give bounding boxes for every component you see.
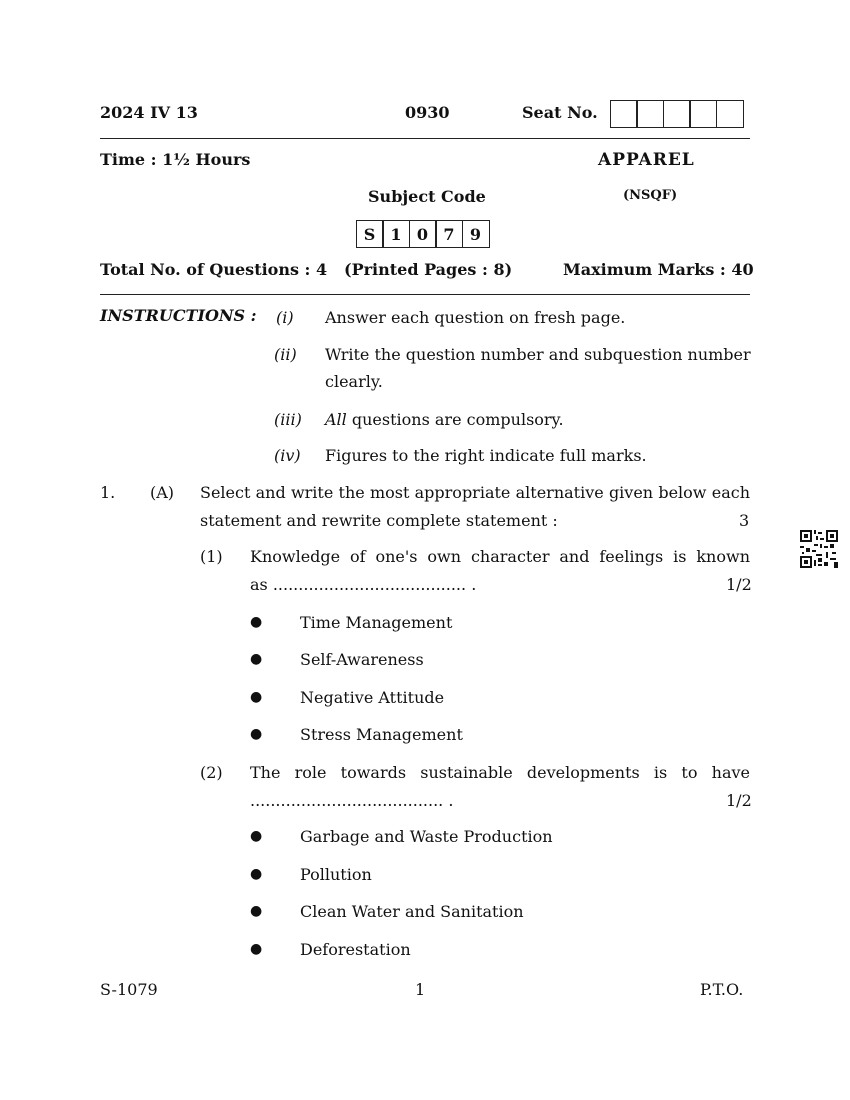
nsqf-label: (NSQF) bbox=[623, 188, 678, 203]
subquestion-number: (1) bbox=[200, 547, 223, 566]
option-item: Stress Management bbox=[300, 725, 463, 744]
subject-code-digit: 9 bbox=[462, 220, 490, 248]
instruction-text-rest: questions are compulsory. bbox=[346, 410, 564, 429]
instruction-emphasis: All bbox=[325, 410, 347, 429]
printed-pages: (Printed Pages : 8) bbox=[344, 260, 513, 279]
bullet-icon: ● bbox=[250, 941, 263, 957]
option-item: Clean Water and Sanitation bbox=[300, 902, 524, 921]
instruction-text: Answer each question on fresh page. bbox=[325, 308, 626, 327]
header-divider bbox=[100, 138, 750, 139]
seat-box bbox=[689, 100, 717, 128]
subquestion-text: The role towards sustainable developments is to have bbox=[250, 763, 750, 782]
seat-number-boxes bbox=[611, 100, 744, 128]
subject-code-digit: S bbox=[356, 220, 384, 248]
page-number: 1 bbox=[415, 980, 426, 999]
subquestion-blank: ...................................... . bbox=[250, 791, 454, 810]
option-item: Garbage and Waste Production bbox=[300, 827, 553, 846]
subquestion-number: (2) bbox=[200, 763, 223, 782]
bullet-icon: ● bbox=[250, 651, 263, 667]
seat-box bbox=[636, 100, 664, 128]
maximum-marks: Maximum Marks : 40 bbox=[563, 260, 754, 279]
subject-code-digit: 0 bbox=[409, 220, 437, 248]
subquestion-marks: 1/2 bbox=[726, 575, 752, 594]
option-item: Time Management bbox=[300, 613, 453, 632]
instruction-text: Write the question number and subquestion number bbox=[325, 345, 751, 364]
bullet-icon: ● bbox=[250, 866, 263, 882]
paper-code: 0930 bbox=[405, 103, 450, 122]
option-item: Negative Attitude bbox=[300, 688, 445, 707]
instruction-num: (iv) bbox=[274, 446, 301, 465]
subquestion-marks: 1/2 bbox=[726, 791, 752, 810]
bullet-icon: ● bbox=[250, 689, 263, 705]
question-text: Select and write the most appropriate alternative given below each bbox=[200, 483, 750, 502]
subject-name: APPAREL bbox=[598, 150, 695, 170]
seat-label: Seat No. bbox=[522, 103, 598, 122]
instruction-text: Figures to the right indicate full marks. bbox=[325, 446, 647, 465]
subject-code-boxes bbox=[357, 220, 490, 248]
option-item: Deforestation bbox=[300, 940, 411, 959]
qr-code-icon bbox=[800, 530, 838, 568]
footer-code: S-1079 bbox=[100, 980, 158, 999]
pto-label: P.T.O. bbox=[700, 980, 744, 999]
option-item: Self-Awareness bbox=[300, 650, 424, 669]
bullet-icon: ● bbox=[250, 614, 263, 630]
bullet-icon: ● bbox=[250, 726, 263, 742]
subquestion-blank: as ...................................... . bbox=[250, 575, 477, 594]
bullet-icon: ● bbox=[250, 828, 263, 844]
instructions-divider bbox=[100, 294, 750, 295]
subject-code-digit: 1 bbox=[382, 220, 410, 248]
subject-code-digit: 7 bbox=[435, 220, 463, 248]
subject-code-label: Subject Code bbox=[368, 187, 486, 206]
seat-box bbox=[610, 100, 638, 128]
instruction-num: (iii) bbox=[274, 410, 302, 429]
subquestion-text: Knowledge of one's own character and feelings is known bbox=[250, 547, 750, 566]
question-marks: 3 bbox=[739, 511, 750, 530]
seat-box bbox=[663, 100, 691, 128]
instructions-label: INSTRUCTIONS : bbox=[100, 306, 257, 325]
instruction-num: (i) bbox=[276, 308, 294, 327]
question-part: (A) bbox=[150, 483, 175, 502]
option-item: Pollution bbox=[300, 865, 372, 884]
instruction-text bbox=[325, 410, 564, 429]
instruction-num: (ii) bbox=[274, 345, 297, 364]
time-allowed: Time : 1½ Hours bbox=[100, 150, 251, 169]
year-code: 2024 IV 13 bbox=[100, 103, 198, 122]
question-text-cont: statement and rewrite complete statement : bbox=[200, 511, 558, 530]
instruction-text-cont: clearly. bbox=[325, 372, 383, 391]
question-number: 1. bbox=[100, 483, 116, 502]
bullet-icon: ● bbox=[250, 903, 263, 919]
seat-box bbox=[716, 100, 744, 128]
total-questions: Total No. of Questions : 4 bbox=[100, 260, 328, 279]
